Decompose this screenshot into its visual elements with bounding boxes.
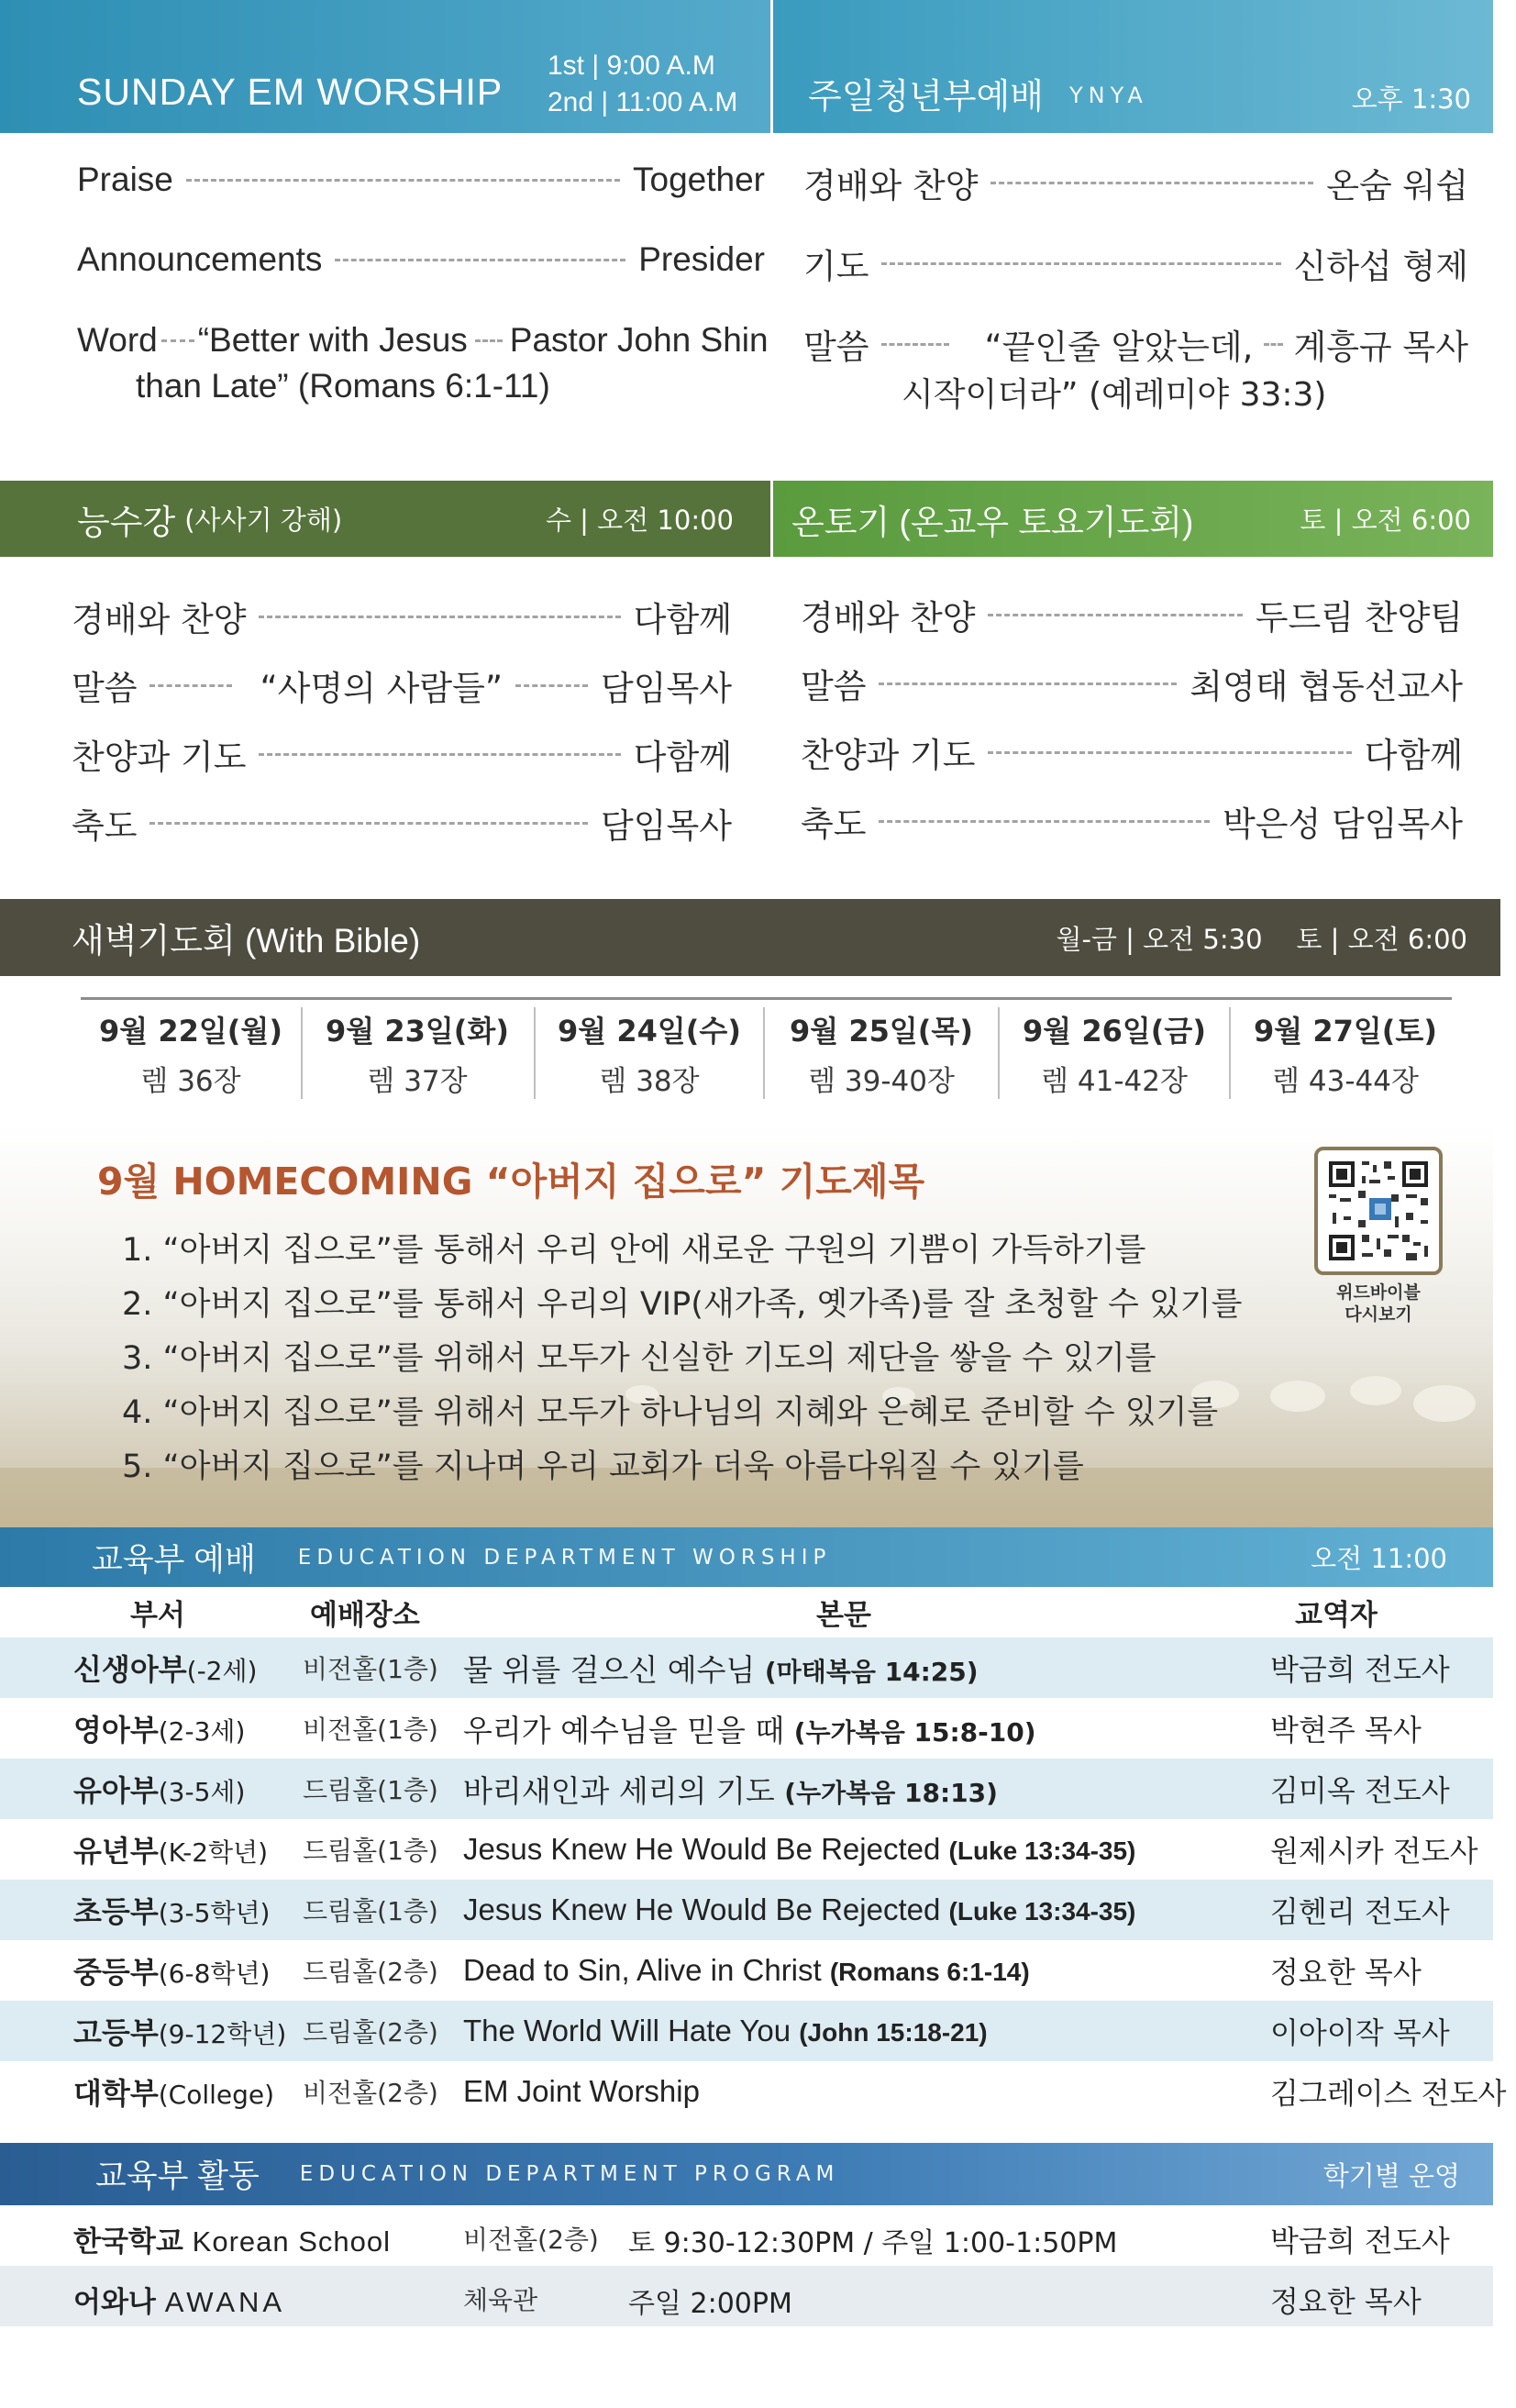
prayer-item: 4. “아버지 집으로”를 위해서 모두가 하나님의 지혜와 은혜로 준비할 수 있기를 (122, 1394, 1219, 1431)
wed-row-value: 담임목사 (601, 669, 732, 708)
edu-place: 드림홀(1층) (303, 1836, 438, 1866)
edu-text: Jesus Knew He Would Be Rejected (Luke 13:34-35) (463, 1832, 1136, 1866)
dotted-leader (881, 262, 1280, 265)
ynya-time: 오후 1:30 (1351, 83, 1471, 115)
dotted-leader (515, 684, 588, 687)
program-time-detail: 토 9:30-12:30PM / 주일 1:00-1:50PM (628, 2227, 1118, 2259)
sat-row (801, 727, 1463, 777)
edu-table-row (0, 1940, 1493, 2001)
program-time-detail: 주일 2:00PM (628, 2288, 792, 2320)
dawn-reading: 렘 38장 (599, 1065, 700, 1098)
sat-row-value: 두드림 찬양팀 (1255, 598, 1463, 638)
dawn-title: 새벽기도회 (With Bible) (72, 922, 421, 960)
ynya-row (803, 158, 1468, 207)
ynya-sermon-title-cont: 시작이더라” (예레미야 33:3) (902, 376, 1327, 414)
edu-dept: 초등부(3-5학년) (73, 1894, 271, 1929)
edu-col-header-place: 예배장소 (310, 1599, 420, 1632)
program-title: 교육부 활동 (95, 2158, 260, 2194)
ynya-row-value: 신하섭 형제 (1293, 247, 1468, 286)
edu-text: 바리새인과 세리의 기도 (누가복음 18:13) (463, 1772, 998, 1809)
dotted-leader (990, 182, 1313, 184)
ynya-subtitle: YNYA (1068, 82, 1148, 108)
em-row-announcements (77, 240, 765, 279)
ynya-row-label: 경배와 찬양 (803, 166, 979, 205)
edu-col-header-text: 본문 (816, 1599, 871, 1632)
wed-row-sermon (72, 660, 732, 710)
edu-dept: 고등부(9-12학년) (73, 2015, 287, 2050)
dotted-leader (475, 339, 503, 342)
ynya-row-label: 기도 (803, 247, 869, 286)
prayer-item: 2. “아버지 집으로”를 통해서 우리의 VIP(새가족, 옛가족)를 잘 초청할 수 있기를 (122, 1286, 1243, 1323)
em-row-value: Together (633, 161, 765, 198)
sat-row-label: 찬양과 기도 (801, 736, 976, 775)
em-sermon-title: “Better with Jesus (197, 321, 468, 359)
wed-row (72, 592, 732, 641)
edu-place: 비전홀(2층) (303, 2078, 438, 2108)
dawn-date: 9월 27일(토) (1254, 1014, 1437, 1049)
wed-header (0, 481, 770, 557)
sat-title: 온토기 (온교우 토요기도회) (791, 503, 1194, 541)
sat-time: 토 | 오전 6:00 (1300, 505, 1471, 536)
dawn-date: 9월 22일(월) (99, 1014, 282, 1049)
ynya-row-word (803, 319, 1468, 369)
em-worship-time-1: 1st | 9:00 A.M (548, 50, 715, 81)
edu-leader: 원제시카 전도사 (1270, 1834, 1478, 1869)
sat-header (773, 481, 1493, 557)
wed-row-label: 찬양과 기도 (72, 738, 247, 777)
dawn-time: 월-금 | 오전 5:30 토 | 오전 6:00 (1056, 923, 1467, 955)
dawn-date: 9월 25일(목) (790, 1014, 973, 1049)
prayer-item: 5. “아버지 집으로”를 지나며 우리 교회가 더욱 아름다워질 수 있기를 (122, 1448, 1084, 1485)
ynya-sermon-title: “끝인줄 알았는데, (984, 327, 1254, 367)
edu-time: 오전 11:00 (1311, 1543, 1447, 1574)
edu-text: Dead to Sin, Alive in Christ (Romans 6:1-14) (463, 1953, 1030, 1987)
edu-text: The World Will Hate You (John 15:18-21) (463, 2014, 988, 2047)
program-table-row (0, 2266, 1493, 2326)
edu-table-row (0, 1819, 1493, 1880)
em-row-value: Pastor John Shin (509, 321, 769, 359)
dawn-day (1231, 995, 1460, 1105)
sat-row (801, 796, 1463, 846)
sat-row-label: 축도 (801, 805, 867, 844)
wed-row (72, 798, 732, 848)
sat-row-value: 다함께 (1364, 736, 1463, 775)
wed-row-label: 경배와 찬양 (72, 600, 247, 639)
dawn-date: 9월 23일(화) (326, 1014, 509, 1049)
dawn-date: 9월 26일(금) (1023, 1014, 1206, 1049)
dawn-reading: 렘 39-40장 (808, 1065, 955, 1098)
em-row-label: Word (77, 321, 158, 359)
em-worship-time-2: 2nd | 11:00 A.M (548, 87, 738, 117)
ynya-header (773, 0, 1493, 133)
wed-row-value: 다함께 (633, 738, 732, 777)
wed-row (72, 729, 732, 779)
dotted-leader (259, 616, 620, 618)
em-worship-title: SUNDAY EM WORSHIP (77, 71, 503, 113)
edu-col-header-leader: 교역자 (1295, 1599, 1378, 1632)
dotted-leader (879, 820, 1210, 823)
edu-subtitle: EDUCATION DEPARTMENT WORSHIP (297, 1545, 832, 1570)
qr-code[interactable] (1314, 1147, 1443, 1275)
edu-header (0, 1527, 1493, 1587)
sat-row-label: 말씀 (801, 667, 867, 706)
edu-place: 드림홀(1층) (303, 1775, 438, 1805)
em-row-value: Presider (638, 240, 765, 278)
dawn-reading: 렘 37장 (367, 1065, 468, 1098)
prayer-item: 1. “아버지 집으로”를 통해서 우리 안에 새로운 구원의 기쁨이 가득하기를 (122, 1232, 1146, 1269)
ynya-title: 주일청년부예배 (808, 78, 1044, 117)
edu-text: Jesus Knew He Would Be Rejected (Luke 13:34-35) (463, 1892, 1136, 1926)
em-row-praise (77, 161, 765, 199)
dawn-date: 9월 24일(수) (558, 1014, 741, 1049)
em-row-label: Announcements (77, 240, 323, 278)
program-subtitle: EDUCATION DEPARTMENT PROGRAM (299, 2162, 840, 2186)
dotted-leader (881, 343, 949, 346)
edu-text: 우리가 예수님을 믿을 때 (누가복음 15:8-10) (463, 1712, 1036, 1748)
dotted-leader (259, 753, 620, 756)
dotted-leader (149, 822, 588, 825)
prayer-item: 3. “아버지 집으로”를 위해서 모두가 신실한 기도의 제단을 쌓을 수 있기를 (122, 1340, 1156, 1377)
edu-leader: 박현주 목사 (1270, 1713, 1422, 1748)
dawn-reading: 렘 41-42장 (1041, 1065, 1188, 1098)
ynya-row-value: 온숨 워쉽 (1326, 166, 1468, 205)
dotted-leader (988, 614, 1242, 616)
ynya-row (803, 239, 1468, 288)
edu-dept: 신생아부(-2세) (73, 1652, 258, 1687)
dawn-header (0, 899, 1500, 976)
dawn-day (303, 995, 532, 1105)
wed-subtitle: (사사기 강해) (184, 505, 343, 536)
edu-place: 드림홀(2층) (303, 1957, 438, 1987)
dotted-leader (186, 179, 620, 182)
ynya-row-label: 말씀 (803, 327, 869, 367)
dotted-leader (335, 259, 625, 261)
dawn-day (765, 995, 998, 1105)
sat-row-label: 경배와 찬양 (801, 598, 976, 638)
qr-caption-line1: 위드바이블 (1336, 1282, 1421, 1303)
sat-row (801, 659, 1463, 708)
edu-table-row (0, 2001, 1493, 2061)
wed-row-label: 말씀 (72, 669, 138, 708)
edu-table-row (0, 2061, 1507, 2122)
dawn-day (536, 995, 763, 1105)
program-place: 체육관 (463, 2285, 538, 2315)
edu-table-row (0, 1637, 1493, 1698)
program-header (0, 2143, 1493, 2205)
dawn-day (1000, 995, 1229, 1105)
qr-code-icon (1318, 1150, 1439, 1271)
prayer-title: 9월 HOMECOMING “아버지 집으로” 기도제목 (97, 1160, 925, 1204)
edu-text: EM Joint Worship (463, 2074, 700, 2108)
edu-place: 비전홀(1층) (303, 1714, 438, 1745)
program-table-row (0, 2205, 1493, 2266)
edu-dept: 중등부(6-8학년) (73, 1955, 271, 1990)
program-time: 학기별 운영 (1322, 2159, 1460, 2192)
wed-row-value: 담임목사 (601, 806, 732, 846)
wed-time: 수 | 오전 10:00 (545, 505, 734, 536)
edu-text: 물 위를 걸으신 예수님 (마태복음 14:25) (463, 1651, 979, 1688)
edu-place: 비전홀(1층) (303, 1654, 438, 1684)
program-leader: 박금희 전도사 (1270, 2224, 1450, 2258)
wed-title: 능수강 (77, 503, 176, 541)
edu-table-row (0, 1880, 1493, 1940)
dotted-leader (149, 684, 232, 687)
dotted-leader (161, 339, 194, 342)
edu-table-row (0, 1759, 1493, 1819)
edu-dept: 영아부(2-3세) (73, 1713, 246, 1748)
em-worship-header (0, 0, 770, 133)
qr-caption (1300, 1282, 1456, 1326)
dawn-reading: 렘 36장 (140, 1065, 241, 1098)
wed-sermon-title: “사명의 사람들” (260, 669, 503, 708)
edu-leader: 김미옥 전도사 (1270, 1773, 1450, 1808)
ynya-row-value: 계흥규 목사 (1293, 327, 1468, 367)
edu-leader: 이아이작 목사 (1270, 2015, 1450, 2050)
edu-place: 드림홀(2층) (303, 2017, 438, 2047)
wed-row-label: 축도 (72, 806, 138, 846)
edu-title: 교육부 예배 (92, 1541, 256, 1578)
sat-row-value: 박은성 담임목사 (1223, 805, 1463, 844)
edu-leader: 정요한 목사 (1270, 1955, 1422, 1990)
edu-dept: 유년부(K-2학년) (73, 1834, 269, 1869)
edu-leader: 김헨리 전도사 (1270, 1894, 1450, 1929)
em-row-label: Praise (77, 161, 173, 198)
sat-row-value: 최영태 협동선교사 (1190, 667, 1463, 706)
dawn-reading: 렘 43-44장 (1272, 1065, 1419, 1098)
edu-place: 드림홀(1층) (303, 1896, 438, 1926)
em-sermon-title-cont: than Late” (Romans 6:1-11) (136, 367, 550, 405)
edu-table-row (0, 1698, 1493, 1759)
edu-dept: 유아부(3-5세) (73, 1773, 246, 1808)
sat-row (801, 590, 1463, 639)
program-leader: 정요한 목사 (1270, 2284, 1422, 2319)
dotted-leader (879, 682, 1177, 685)
program-name: 한국학교 Korean School (73, 2225, 392, 2258)
program-place: 비전홀(2층) (463, 2225, 599, 2255)
edu-leader: 김그레이스 전도사 (1270, 2076, 1507, 2111)
edu-col-header-dept: 부서 (130, 1599, 185, 1632)
dotted-leader (1264, 343, 1282, 346)
dawn-day (81, 995, 301, 1105)
edu-leader: 박금희 전도사 (1270, 1652, 1450, 1687)
em-worship-times (548, 48, 737, 121)
em-row-word (77, 321, 769, 360)
program-name: 어와나 AWANA (73, 2286, 286, 2319)
wed-row-value: 다함께 (633, 600, 732, 639)
qr-caption-line2: 다시보기 (1344, 1304, 1412, 1325)
dotted-leader (988, 751, 1351, 754)
edu-dept: 대학부(College) (73, 2076, 275, 2111)
